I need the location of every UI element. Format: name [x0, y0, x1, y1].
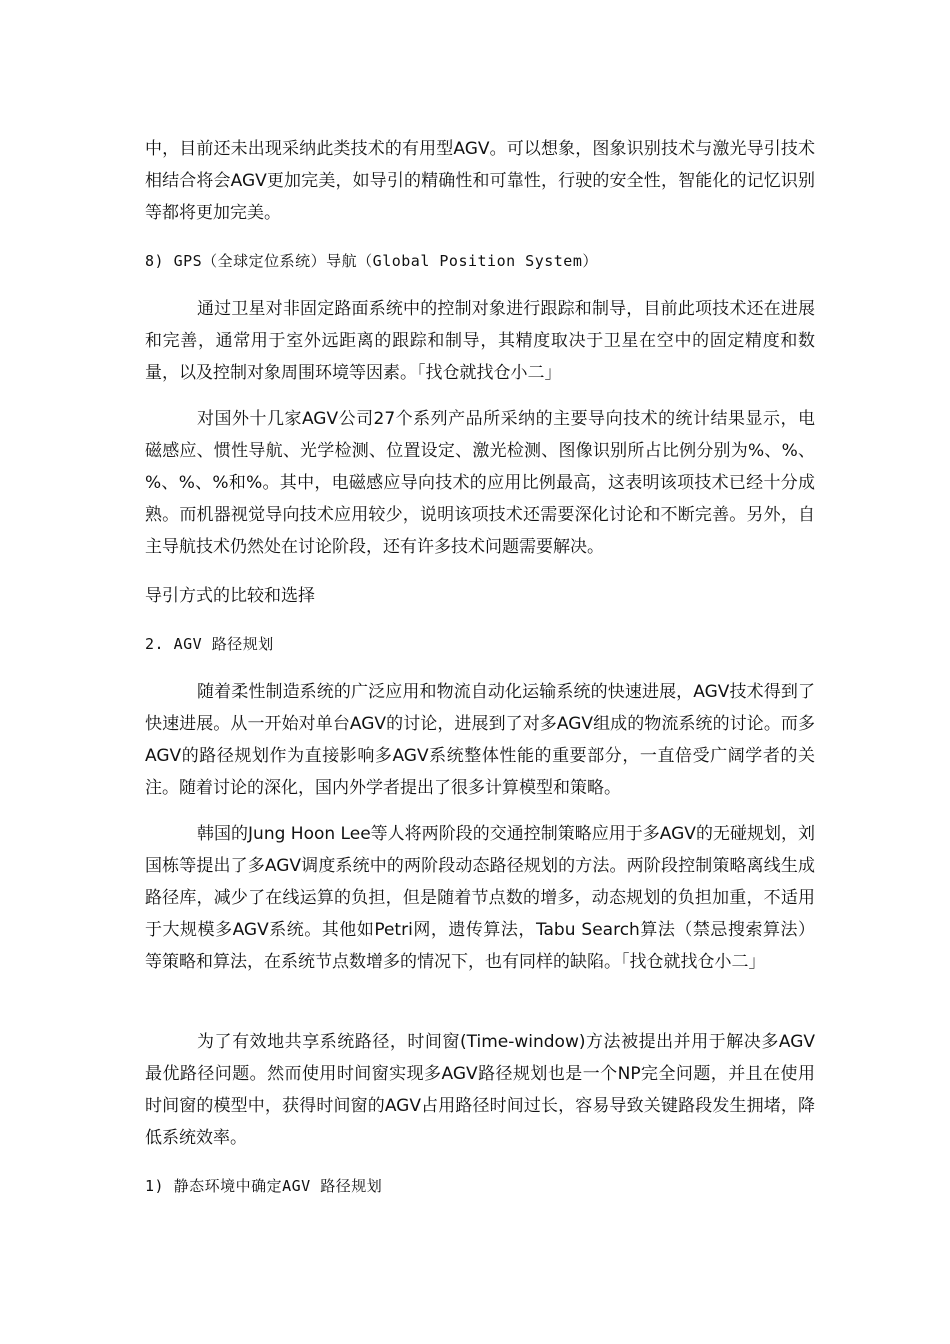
paragraph-gps-description: 通过卫星对非固定路面系统中的控制对象进行跟踪和制导，目前此项技术还在进展和完善，通常用于室外远距离的跟踪和制导，其精度取决于卫星在空中的固定精度和数量，以及控制对象周围环境等因素。「找仓就找仓小二」 [145, 299, 815, 383]
heading-static-path-planning: 1) 静态环境中确定AGV 路径规划 [145, 1177, 383, 1195]
paragraph-time-window-method: 为了有效地共享系统路径，时间窗(Time-window)方法被提出并用于解决多AGV最优路径问题。然而使用时间窗实现多AGV路径规划也是一个NP完全问题，并且在使用时间窗的模型中，获得时间窗的AGV占用路径时间过长，容易导致关键路段发生拥堵，降低系统效率。 [145, 1032, 815, 1148]
heading-gps-navigation: 8) GPS（全球定位系统）导航（Global Position System） [145, 252, 598, 270]
paragraph-image-recognition-conclusion: 中，目前还未出现采纳此类技术的有用型AGV。可以想象，图象识别技术与激光导引技术相结合将会AGV更加完美，如导引的精确性和可靠性，行驶的安全性，智能化的记忆识别等都将更加完美。 [145, 139, 815, 223]
paragraph-multi-agv-research: 随着柔性制造系统的广泛应用和物流自动化运输系统的快速进展，AGV技术得到了快速进展。从一开始对单台AGV的讨论，进展到了对多AGV组成的物流系统的讨论。而多AGV的路径规划作为直接影响多AGV系统整体性能的重要部分，一直倍受广阔学者的关注。随着讨论的深化，国内外学者提出了很多计算模型和策略。 [145, 682, 815, 798]
heading-guidance-comparison: 导引方式的比较和选择 [145, 586, 315, 606]
heading-agv-path-planning: 2. AGV 路径规划 [145, 635, 274, 653]
paragraph-guidance-statistics: 对国外十几家AGV公司27个系列产品所采纳的主要导向技术的统计结果显示，电磁感应、惯性导航、光学检测、位置设定、激光检测、图像识别所占比例分别为%、%、%、%、%和%。其中，电磁感应导向技术的应用比例最高，这表明该项技术已经十分成熟。而机器视觉导向技术应用较少，说明该项技术还需要深化讨论和不断完善。另外，自主导航技术仍然处在讨论阶段，还有许多技术问题需要解决。 [145, 409, 815, 557]
paragraph-two-stage-planning: 韩国的Jung Hoon Lee等人将两阶段的交通控制策略应用于多AGV的无碰规划，刘国栋等提出了多AGV调度系统中的两阶段动态路径规划的方法。两阶段控制策略离线生成路径库，减少了在线运算的负担，但是随着节点数的增多，动态规划的负担加重，不适用于大规模多AGV系统。其他如Petri网，遗传算法，Tabu Search算法（禁忌搜索算法）等策略和算法，在系统节点数增多的情况下，也有同样的缺陷。「找仓就找仓小二」 [145, 824, 815, 972]
